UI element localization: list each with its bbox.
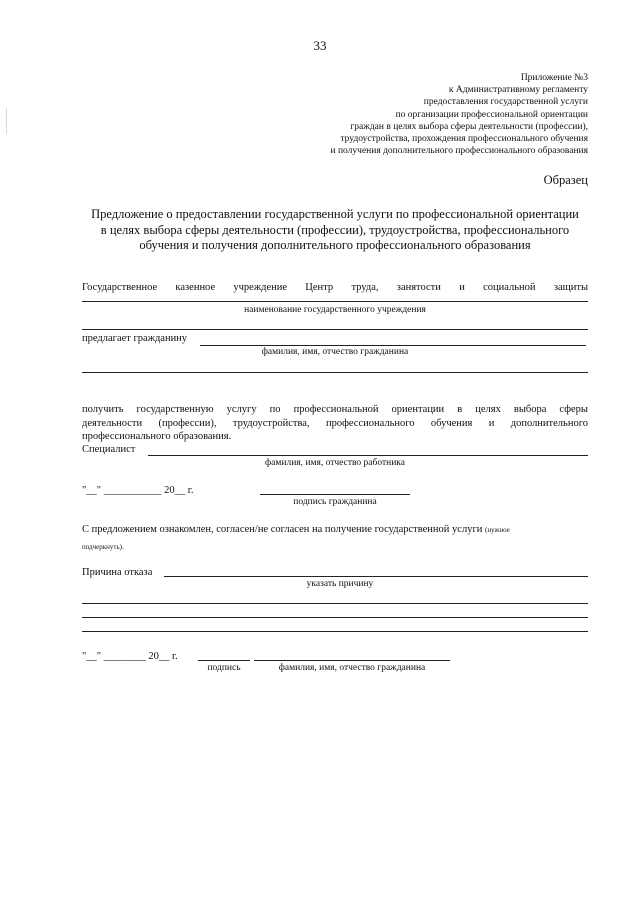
signature-caption: подпись bbox=[207, 663, 241, 673]
date-field[interactable]: "__" ___________ 20__ г. bbox=[82, 485, 194, 496]
specialist-name-field[interactable] bbox=[148, 455, 588, 456]
title-line: в целях выбора сферы деятельности (профессии), трудоустройства, профессионального bbox=[100, 222, 570, 237]
refusal-reason-field[interactable] bbox=[164, 576, 588, 577]
institution-text: Государственное казенное учреждение Центр труда, занятости и социальной защиты bbox=[82, 282, 588, 293]
offers-label: предлагает гражданину bbox=[82, 333, 188, 344]
appendix-line: Приложение №3 bbox=[520, 73, 588, 83]
date-field-2[interactable]: "__" ________ 20__ г. bbox=[82, 651, 178, 662]
appendix-line: граждан в целях выбора сферы деятельности (профессии), bbox=[350, 121, 588, 132]
refusal-reason-line[interactable] bbox=[82, 631, 588, 632]
sample-label: Образец bbox=[543, 173, 588, 187]
appendix-line: к Административному регламенту bbox=[448, 85, 588, 96]
service-paragraph bbox=[82, 403, 588, 444]
appendix-line: и получения дополнительного профессионального образования bbox=[330, 146, 588, 157]
refusal-reason-line[interactable] bbox=[82, 603, 588, 604]
refusal-label: Причина отказа bbox=[82, 567, 153, 578]
citizen-name-field-2[interactable] bbox=[82, 372, 588, 373]
citizen-name-field[interactable] bbox=[200, 345, 586, 346]
specialist-caption: фамилия, имя, отчество работника bbox=[265, 458, 405, 468]
citizen-caption: фамилия, имя, отчество гражданина bbox=[261, 347, 409, 357]
final-name-field[interactable] bbox=[254, 660, 450, 661]
paragraph-line: получить государственную услугу по профессиональной ориентации в целях выбора сферы bbox=[82, 404, 588, 415]
citizen-signature-field[interactable] bbox=[260, 494, 410, 495]
specialist-label: Специалист bbox=[82, 444, 136, 455]
institution-field[interactable] bbox=[82, 301, 588, 302]
document-title bbox=[82, 207, 588, 254]
signature-field[interactable] bbox=[198, 660, 250, 661]
page-number: 33 bbox=[313, 38, 327, 53]
acquainted-note-continued: подчеркнуть). bbox=[82, 543, 124, 551]
paragraph-line: деятельности (профессии), трудоустройства, профессионального обучения и дополнительного bbox=[82, 417, 588, 429]
scan-mark bbox=[6, 108, 7, 134]
appendix-line: трудоустройства, прохождения профессионального обучения bbox=[340, 134, 588, 145]
acquainted-statement bbox=[82, 524, 588, 535]
appendix-line: предоставления государственной услуги bbox=[423, 97, 588, 108]
title-line: обучения и получения дополнительного профессионального образования bbox=[139, 238, 531, 252]
citizen-signature-caption: подпись гражданина bbox=[293, 497, 377, 507]
appendix-line: по организации профессиональной ориентации bbox=[395, 109, 588, 120]
institution-field-2[interactable] bbox=[82, 329, 588, 330]
paragraph-line: профессионального образования. bbox=[82, 431, 232, 442]
acquainted-note: (нужное bbox=[485, 526, 510, 534]
acquainted-text: С предложением ознакомлен, согласен/не согласен на получение государственной услуги bbox=[82, 524, 483, 535]
institution-caption: наименование государственного учреждения bbox=[244, 305, 426, 315]
refusal-caption: указать причину bbox=[306, 579, 374, 589]
final-name-caption: фамилия, имя, отчество гражданина bbox=[278, 663, 426, 673]
title-line: Предложение о предоставлении государственной услуги по профессиональной ориентации bbox=[91, 207, 579, 221]
appendix-header bbox=[331, 72, 588, 157]
refusal-reason-line[interactable] bbox=[82, 617, 588, 618]
